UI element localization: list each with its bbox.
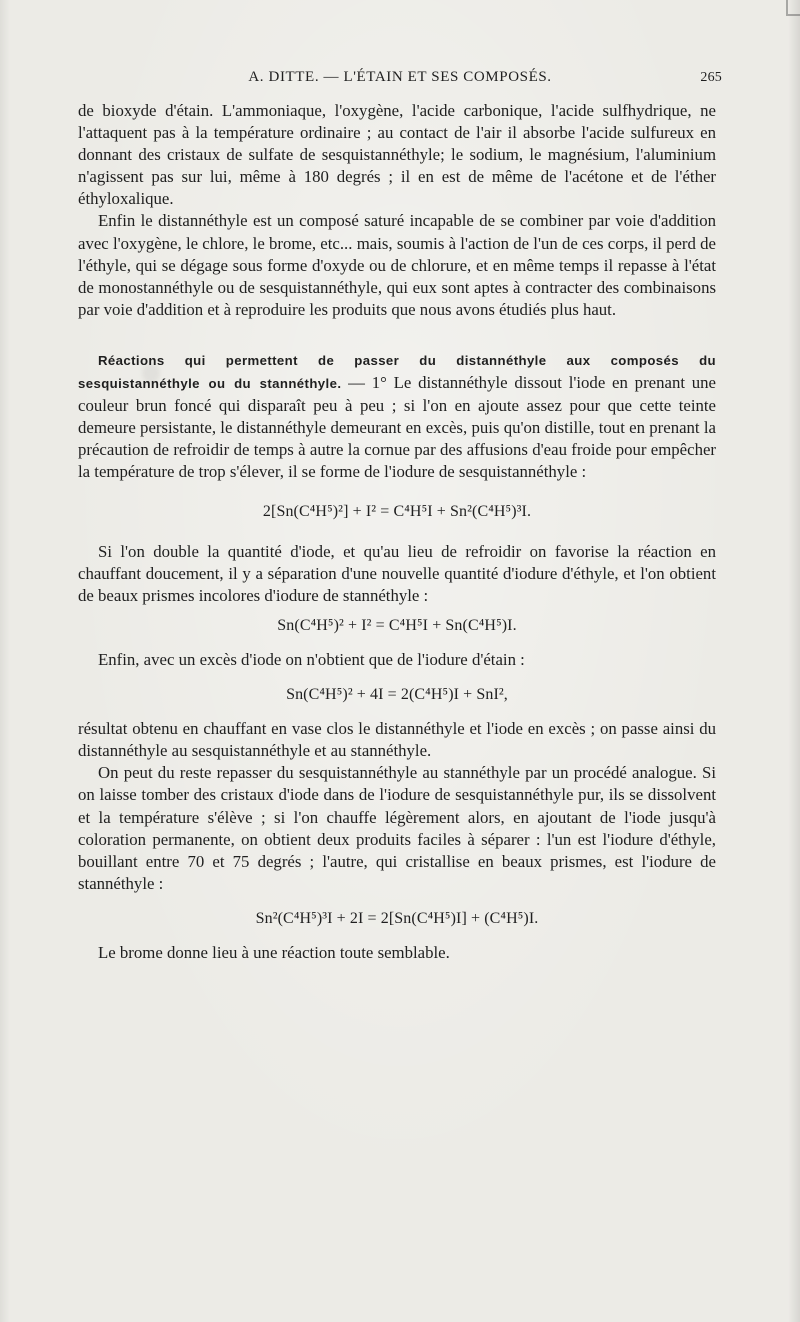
paragraph-repasser: On peut du reste repasser du sesquistannéthyle au stannéthyle par un procédé analogue. Si on laisse tomber des cristaux d'iode dans de l'iodure de sesquistannéthyle pur, ils se dissolvent et la température s'élève ; si l'on chauffe légèrement alors, en ajoutant de l'iode jusqu'à coloration permanente, on obtient deux produits faciles à séparer : l'un est l'iodure d'éthyle, bouillant entre 70 et 75 degrés ; l'autre, qui cristallise en beaux prismes, est l'iodure de stannéthyle :	[78, 763, 716, 893]
running-head: A. DITTE. — L'ÉTAIN ET SES COMPOSÉS.	[248, 69, 552, 85]
page-header	[78, 69, 722, 93]
page-number: 265	[700, 70, 722, 85]
formula-iodure-etain: Sn(C⁴H⁵)² + 4I = 2(C⁴H⁵)I + SnI²,	[286, 686, 508, 704]
formula-sesquistannethyle: 2[Sn(C⁴H⁵)²] + I² = C⁴H⁵I + Sn²(C⁴H⁵)³I.	[262, 502, 532, 520]
paragraph-bioxyde: de bioxyde d'étain. L'ammoniaque, l'oxygène, l'acide carbonique, l'acide sulfhydrique, ne l'attaquent pas à la température ordinaire ; au contact de l'air il absorbe l'acide sulfureux en donnant des cristaux de sulfate de sesquistannéthyle; le sodium, le magnésium, l'aluminium n'agissent pas sur lui, même à 180 degrés ; il en est de même de l'acétone et de l'éther éthyloxalique.	[78, 101, 716, 209]
paragraph-reactions	[78, 349, 716, 484]
paragraph-double-iode: Si l'on double la quantité d'iode, et qu'au lieu de refroidir on favorise la réaction en chauffant doucement, il y a séparation d'une nouvelle quantité d'iodure d'éthyle, et l'on obtient de beaux prismes incolores d'iodure de stannéthyle :	[78, 541, 716, 605]
scan-corner-mark	[786, 0, 800, 16]
paragraph-brome: Le brome donne lieu à une réaction toute semblable.	[98, 943, 450, 962]
body-text	[78, 100, 716, 964]
section-heading: Réactions qui permettent de passer du distannéthyle aux composés du sesquistannéthyle ou du stannéthyle.	[78, 352, 716, 392]
formula-stannethyle: Sn(C⁴H⁵)² + I² = C⁴H⁵I + Sn(C⁴H⁵)I.	[277, 616, 517, 634]
formula-iodure-stannethyle: Sn²(C⁴H⁵)³I + 2I = 2[Sn(C⁴H⁵)I] + (C⁴H⁵)I.	[255, 909, 539, 927]
paragraph-resultat: résultat obtenu en chauffant en vase clos le distannéthyle et l'iode en excès ; on passe ainsi du distannéthyle au sesquistannéthyle et au stannéthyle.	[78, 719, 716, 761]
paragraph-exces-iode: Enfin, avec un excès d'iode on n'obtient que de l'iodure d'étain :	[98, 649, 525, 669]
paragraph-enfin-distannethyle: Enfin le distannéthyle est un composé saturé incapable de se combiner par voie d'addition avec l'oxygène, le chlore, le brome, etc... mais, soumis à l'action de l'un de ces corps, il perd de l'éthyle, qui se dégage sous forme d'oxyde ou de chlorure, et en même temps il repasse à l'état de monostannéthyle ou de sesquistannéthyle, qui eux sont aptes à contracter des combinaisons par voie d'addition et à reproduire les produits que nous avons étudiés plus haut.	[78, 211, 716, 319]
paragraph-reactions-text: — 1° Le distannéthyle dissout l'iode en prenant une couleur brun foncé qui disparaît peu à peu ; si l'on en ajoute assez pour que cette teinte demeure persistante, le distannéthyle demeurant en excès, puis qu'on distille, tout en prenant la précaution de refroidir de temps à autre la cornue par des affusions d'eau froide pour empêcher la température de trop s'élever, il se forme de l'iodure de sesquistannéthyle :	[78, 373, 717, 482]
